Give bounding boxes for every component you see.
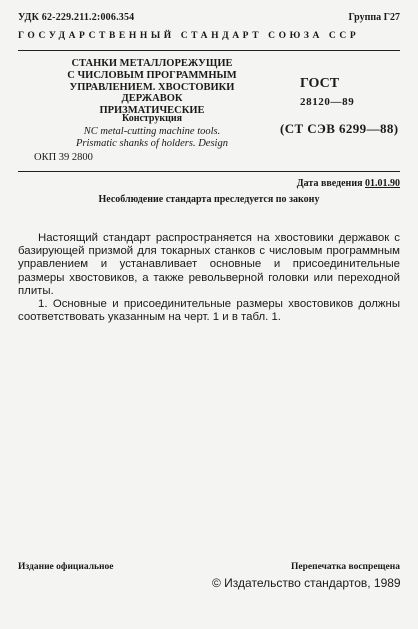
effective-date: [297, 178, 400, 189]
standard-title: ГОСУДАРСТВЕННЫЙ СТАНДАРТ СОЮЗА ССР: [18, 31, 360, 41]
okp-code: ОКП 39 2800: [34, 152, 93, 163]
document-subtitle: Конструкция: [121, 113, 183, 124]
gost-number: 28120—89: [300, 96, 355, 108]
udk-code: УДК 62-229.211.2:006.354: [18, 12, 135, 23]
body-text: [18, 232, 400, 324]
title-line: ПРИЗМАТИЧЕСКИЕ: [99, 105, 205, 117]
title-line: С ЧИСЛОВЫМ ПРОГРАММНЫМ: [67, 69, 237, 81]
title-line: УПРАВЛЕНИЕМ. ХВОСТОВИКИ ДЕРЖАВОК: [69, 81, 235, 105]
gost-label: ГОСТ: [300, 76, 340, 91]
official-edition: Издание официальное: [18, 562, 114, 572]
reprint-notice: Перепечатка воспрещена: [290, 562, 400, 572]
paragraph: Настоящий стандарт распространяется на хвостовики державок с базирующей призмой для токарных станков с числовым программным управлением и устанавливает основные и присоединительные размеры хвостовиков, а также револьверной головки или переходной плиты.: [18, 232, 400, 297]
english-title: [40, 126, 264, 150]
header-divider: [18, 50, 400, 51]
date-label: Дата введения: [296, 178, 363, 189]
english-title-line: NC metal-cutting machine tools.: [83, 126, 221, 137]
title-divider: [18, 171, 400, 172]
st-sev-reference: (СТ СЭВ 6299—88): [280, 121, 399, 136]
date-value: 01.01.90: [365, 178, 400, 189]
copyright: © Издательство стандартов, 1989: [212, 576, 401, 590]
english-title-line: Prismatic shanks of holders. Design: [76, 138, 228, 149]
law-notice: Несоблюдение стандарта преследуется по закону: [98, 194, 320, 205]
document-title: [40, 58, 264, 117]
paragraph: 1. Основные и присоединительные размеры хвостовиков должны соответствовать указанным на черт. 1 и в табл. 1.: [18, 298, 400, 324]
title-line: СТАНКИ МЕТАЛЛОРЕЖУЩИЕ: [71, 58, 233, 69]
group-code: Группа Г27: [348, 12, 400, 23]
